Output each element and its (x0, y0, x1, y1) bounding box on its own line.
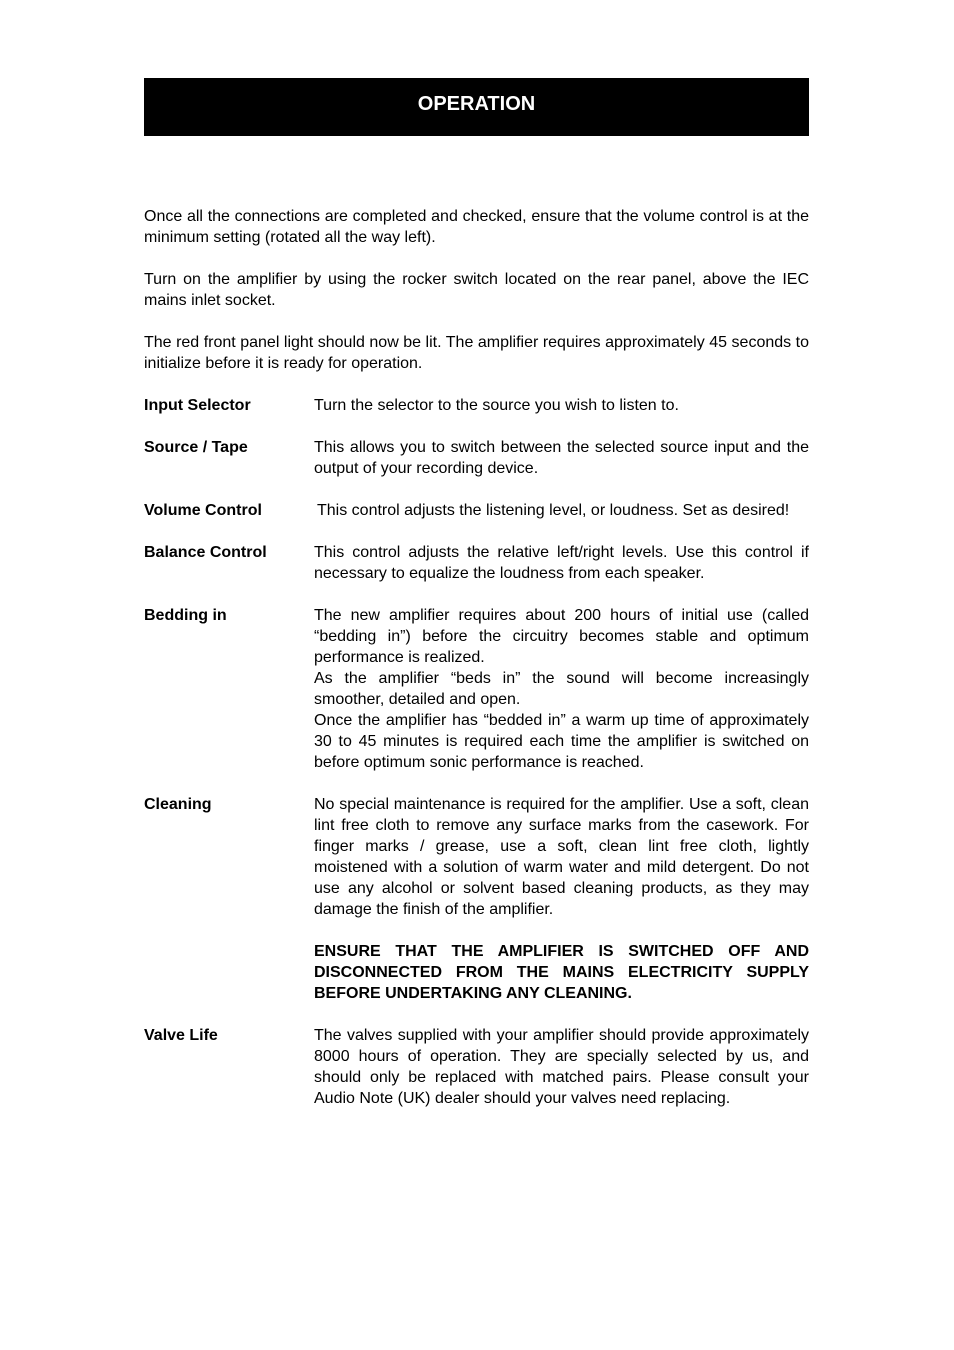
item-source-tape (144, 437, 809, 479)
item-description (314, 1025, 809, 1109)
item-description (314, 605, 809, 773)
item-label: Cleaning (144, 796, 212, 813)
intro-paragraph-initialize: The red front panel light should now be lit. The amplifier requires approximately 45 seconds to initialize before it is ready for operation. (144, 334, 809, 372)
item-description (314, 542, 809, 584)
item-label: Balance Control (144, 544, 267, 561)
item-label: Bedding in (144, 607, 227, 624)
section-title-bar (144, 78, 809, 136)
manual-page (144, 78, 809, 1130)
item-text: No special maintenance is required for the amplifier. Use a soft, clean lint free cloth to remove any surface marks from the casework. For finger marks / grease, use a soft, clean lint free cloth, lightly moistened with a solution of warm water and mild detergent. Do not use any alcohol or solvent based cleaning products, as they may damage the finish of the amplifier. (314, 796, 809, 918)
item-input-selector (144, 395, 809, 416)
item-label: Valve Life (144, 1027, 218, 1044)
item-description (314, 395, 809, 416)
intro-paragraph-volume: Once all the connections are completed and checked, ensure that the volume control is at the minimum setting (rotated all the way left). (144, 208, 809, 246)
cleaning-warning: ENSURE THAT THE AMPLIFIER IS SWITCHED OFF AND DISCONNECTED FROM THE MAINS ELECTRICITY SUPPLY BEFORE UNDERTAKING ANY CLEANING. (314, 943, 809, 1002)
item-text: Once the amplifier has “bedded in” a warm up time of approximately 30 to 45 minutes is required each time the amplifier is switched on before optimum sonic performance is reached. (314, 712, 809, 771)
item-balance-control (144, 542, 809, 584)
item-label: Source / Tape (144, 439, 248, 456)
item-cleaning (144, 794, 809, 1004)
item-volume-control (144, 500, 809, 521)
item-valve-life (144, 1025, 809, 1109)
item-label: Input Selector (144, 397, 251, 414)
item-description (314, 794, 809, 1004)
item-description (314, 437, 809, 479)
section-title: OPERATION (417, 93, 536, 115)
item-text: This control adjusts the relative left/right levels. Use this control if necessary to equalize the loudness from each speaker. (314, 544, 809, 582)
intro-paragraph-power-on: Turn on the amplifier by using the rocker switch located on the rear panel, above the IEC mains inlet socket. (144, 271, 809, 309)
item-text: This control adjusts the listening level, or loudness. Set as desired! (317, 502, 790, 519)
item-text: The new amplifier requires about 200 hours of initial use (called “bedding in”) before the circuitry becomes stable and optimum performance is realized. (314, 607, 809, 666)
item-text: The valves supplied with your amplifier should provide approximately 8000 hours of operation. They are specially selected by us, and should only be replaced with matched pairs. Please consult your Audio Note (UK) dealer should your valves need replacing. (314, 1027, 809, 1107)
intro-section (144, 206, 809, 374)
item-text: This allows you to switch between the selected source input and the output of your recording device. (314, 439, 809, 477)
item-bedding-in (144, 605, 809, 773)
item-label: Volume Control (144, 502, 262, 519)
item-text: As the amplifier “beds in” the sound will become increasingly smoother, detailed and open. (314, 670, 809, 708)
item-description (314, 500, 809, 521)
item-text: Turn the selector to the source you wish to listen to. (314, 397, 679, 414)
